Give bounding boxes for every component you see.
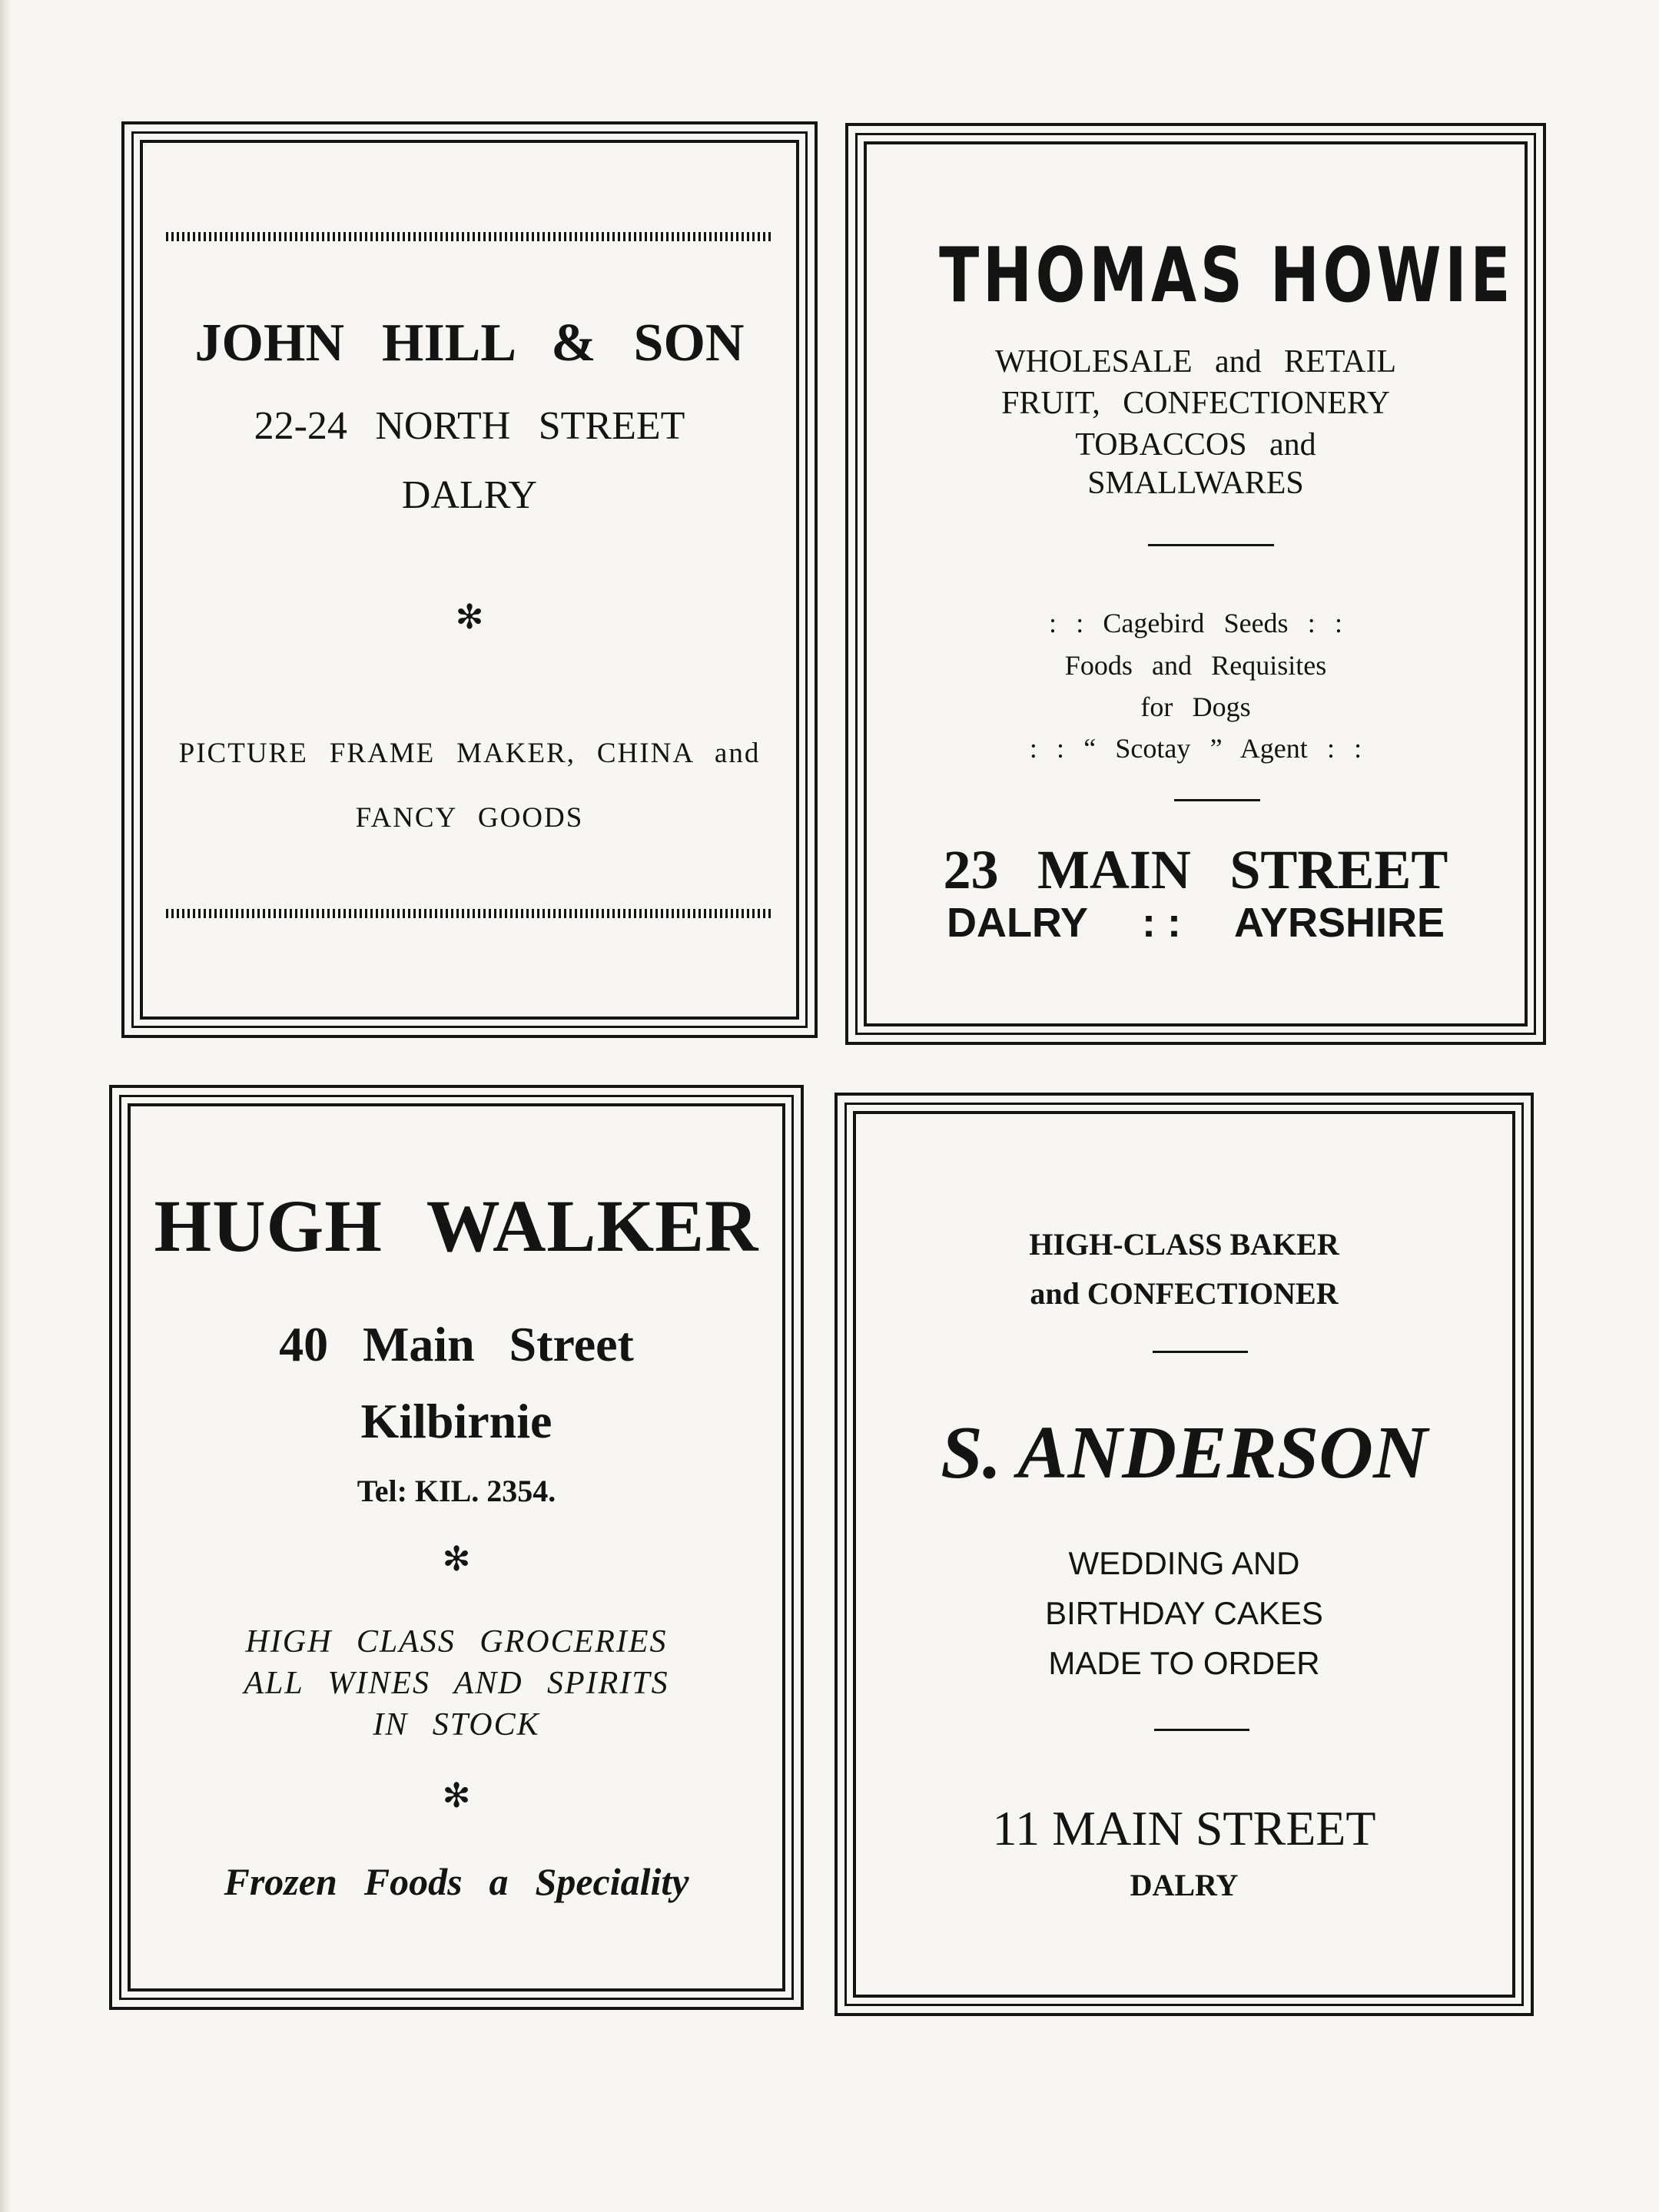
page-edge-shadow	[0, 0, 11, 2212]
pets-line: : : Cagebird Seeds : :	[1049, 608, 1342, 638]
short-rule	[1148, 544, 1274, 546]
speciality: Frozen Foods a Speciality	[224, 1860, 689, 1903]
business-name-text: THOMAS HOWIE	[939, 232, 1515, 320]
town-row	[867, 900, 1525, 946]
ad-thomas-howie	[845, 123, 1546, 1045]
town: DALRY	[946, 900, 1087, 946]
county: AYRSHIRE	[1233, 900, 1445, 946]
pets-line: Foods and Requisites	[1064, 650, 1327, 681]
services-line: FANCY GOODS	[355, 802, 584, 834]
pets-line: for Dogs	[1140, 691, 1251, 722]
town: Kilbirnie	[360, 1394, 552, 1448]
short-rule	[1154, 1729, 1249, 1731]
trade-line: HIGH-CLASS BAKER	[1029, 1227, 1339, 1262]
ad-hugh-walker	[109, 1085, 804, 2010]
business-name	[867, 232, 1525, 320]
town: DALRY	[1130, 1868, 1239, 1902]
cakes-line: WEDDING AND	[1068, 1545, 1300, 1581]
trade-line: TOBACCOS and	[1075, 427, 1316, 463]
flower-ornament: ✻	[455, 598, 484, 637]
trade-line: SMALLWARES	[1087, 466, 1304, 501]
flower-ornament: ✻	[442, 1776, 471, 1816]
telephone: Tel: KIL. 2354.	[357, 1474, 556, 1508]
goods-line: IN STOCK	[373, 1707, 540, 1743]
address: 23 MAIN STREET	[943, 839, 1448, 900]
dotted-rule-bottom	[166, 909, 773, 918]
address: 11 MAIN STREET	[992, 1801, 1376, 1855]
separator: : :	[1141, 900, 1181, 946]
trade-line: WHOLESALE and RETAIL	[995, 344, 1396, 380]
trade-line: FRUIT, CONFECTIONERY	[1001, 386, 1390, 421]
services-line: PICTURE FRAME MAKER, CHINA and	[178, 738, 761, 769]
business-name: S. ANDERSON	[941, 1411, 1428, 1494]
cakes-line: MADE TO ORDER	[1048, 1645, 1320, 1681]
goods-line: ALL WINES AND SPIRITS	[244, 1666, 669, 1701]
short-rule	[1174, 799, 1260, 801]
short-rule	[1153, 1351, 1248, 1353]
address: 40 Main Street	[279, 1317, 634, 1371]
ad-s-anderson	[834, 1093, 1534, 2016]
goods-line: HIGH CLASS GROCERIES	[245, 1624, 668, 1660]
business-name: HUGH WALKER	[154, 1185, 759, 1267]
ad-john-hill	[121, 121, 818, 1038]
address: 22-24 NORTH STREET	[254, 404, 685, 448]
dotted-rule-top	[166, 232, 773, 241]
pets-line: : : “ Scotay ” Agent : :	[1029, 733, 1362, 764]
flower-ornament: ✻	[442, 1540, 471, 1579]
town: DALRY	[401, 473, 538, 517]
trade-line: and CONFECTIONER	[1030, 1276, 1339, 1311]
cakes-line: BIRTHDAY CAKES	[1045, 1595, 1323, 1631]
business-name: JOHN HILL & SON	[194, 313, 745, 373]
